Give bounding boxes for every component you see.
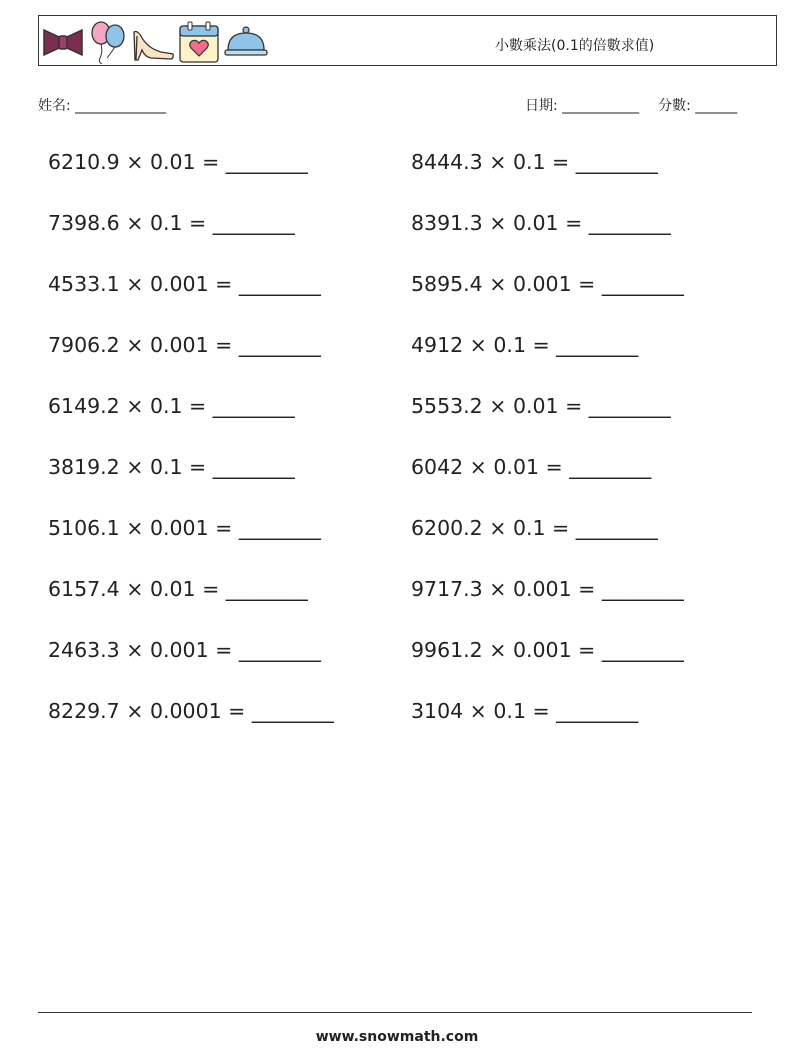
problem-item[interactable]: 3819.2 × 0.1 = ________	[48, 455, 295, 479]
name-blank[interactable]: _____________	[75, 98, 167, 114]
balloons-icon	[87, 20, 129, 64]
problem-item[interactable]: 5553.2 × 0.01 = ________	[411, 394, 671, 418]
worksheet-title: 小數乘法(0.1的倍數求值)	[495, 38, 655, 54]
food-cloche-icon	[223, 20, 269, 64]
date-score-fields	[525, 95, 737, 115]
footer-url[interactable]: www.snowmath.com	[315, 1029, 479, 1045]
worksheet-header	[38, 15, 777, 66]
problem-item[interactable]: 7398.6 × 0.1 = ________	[48, 211, 295, 235]
problem-item[interactable]: 8229.7 × 0.0001 = ________	[48, 699, 334, 723]
score-blank[interactable]: ______	[695, 98, 738, 114]
problem-item[interactable]: 4533.1 × 0.001 = ________	[48, 272, 321, 296]
problem-item[interactable]: 7906.2 × 0.001 = ________	[48, 333, 321, 357]
problem-item[interactable]: 6149.2 × 0.1 = ________	[48, 394, 295, 418]
date-blank[interactable]: ___________	[562, 98, 640, 114]
score-label: 分數:	[658, 98, 691, 114]
problem-item[interactable]: 9961.2 × 0.001 = ________	[411, 638, 684, 662]
problem-item[interactable]: 6042 × 0.01 = ________	[411, 455, 652, 479]
problem-item[interactable]: 4912 × 0.1 = ________	[411, 333, 639, 357]
problem-item[interactable]: 8391.3 × 0.01 = ________	[411, 211, 671, 235]
problem-item[interactable]: 9717.3 × 0.001 = ________	[411, 577, 684, 601]
high-heel-icon	[131, 20, 175, 64]
name-label: 姓名:	[38, 98, 71, 114]
date-label: 日期:	[525, 98, 558, 114]
problem-item[interactable]: 6210.9 × 0.01 = ________	[48, 150, 308, 174]
problem-item[interactable]: 8444.3 × 0.1 = ________	[411, 150, 658, 174]
problem-item[interactable]: 3104 × 0.1 = ________	[411, 699, 639, 723]
problem-item[interactable]: 2463.3 × 0.001 = ________	[48, 638, 321, 662]
problem-item[interactable]: 6200.2 × 0.1 = ________	[411, 516, 658, 540]
footer-divider	[38, 1012, 752, 1013]
problem-item[interactable]: 5106.1 × 0.001 = ________	[48, 516, 321, 540]
name-field	[38, 95, 166, 115]
bow-tie-icon	[41, 20, 85, 64]
problem-item[interactable]: 5895.4 × 0.001 = ________	[411, 272, 684, 296]
calendar-heart-icon	[177, 20, 221, 64]
problem-item[interactable]: 6157.4 × 0.01 = ________	[48, 577, 308, 601]
